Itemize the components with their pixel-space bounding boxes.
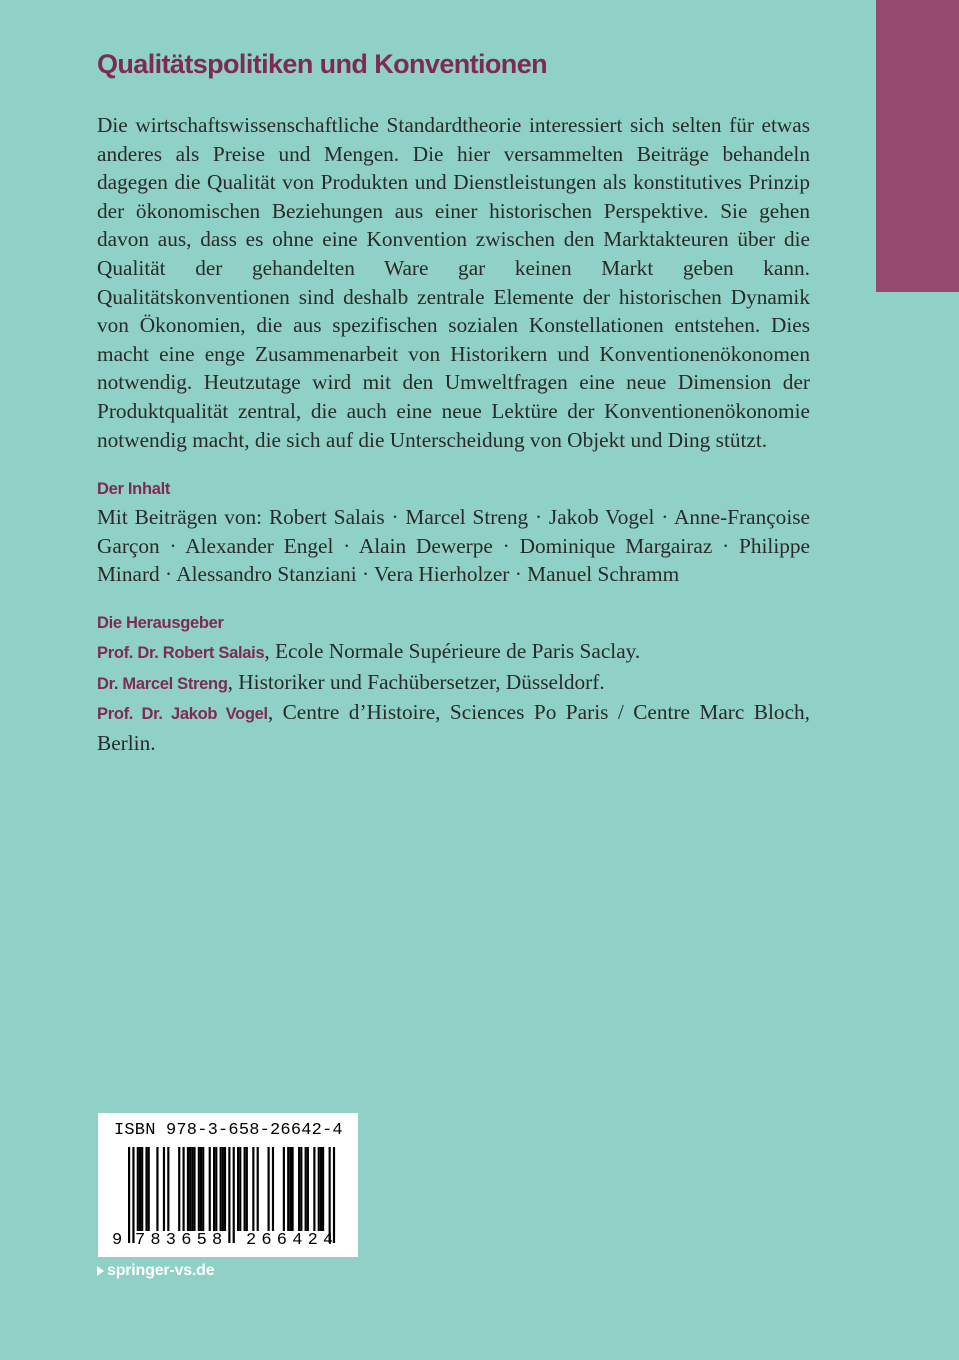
isbn-label: ISBN 978-3-658-26642-4 <box>114 1121 343 1140</box>
barcode-bar <box>187 1147 189 1231</box>
ean-first-digit: 9 <box>112 1231 123 1250</box>
barcode-bar <box>287 1147 289 1231</box>
barcode-bar <box>320 1147 322 1231</box>
barcode-bar <box>305 1147 307 1231</box>
barcode-bar <box>257 1147 259 1231</box>
barcode-bar <box>318 1147 320 1231</box>
barcode-bar <box>222 1147 224 1231</box>
barcode-bar <box>333 1147 335 1243</box>
barcode-bar <box>200 1147 202 1231</box>
barcode-bar <box>183 1147 185 1231</box>
barcode-bar <box>202 1147 204 1231</box>
barcode-bar <box>237 1147 239 1231</box>
barcode-bar <box>215 1147 217 1231</box>
barcode-bar <box>313 1147 315 1231</box>
isbn-barcode <box>98 1113 358 1257</box>
publisher-link[interactable] <box>97 1262 214 1280</box>
editor-name: Prof. Dr. Robert Salais <box>97 643 265 662</box>
barcode-bar <box>268 1147 270 1231</box>
barcode-bar <box>189 1147 191 1231</box>
barcode-bar <box>148 1147 150 1231</box>
barcode-bar <box>307 1147 309 1231</box>
inhalt-heading: Der Inhalt <box>97 480 171 499</box>
barcode-bar <box>298 1147 300 1231</box>
barcode-bar <box>246 1147 248 1231</box>
editor-name: Prof. Dr. Jakob Vogel <box>97 705 268 724</box>
barcode-bar <box>198 1147 200 1231</box>
barcode-bar <box>239 1147 241 1231</box>
barcode-bar <box>233 1147 235 1243</box>
barcode-bar <box>141 1147 143 1231</box>
book-title: Qualitätspolitiken und Konventionen <box>97 49 548 79</box>
editor-affiliation: , Historiker und Fachübersetzer, Düsseldorf. <box>227 669 605 694</box>
barcode-bar <box>128 1147 130 1243</box>
arrow-right-icon <box>97 1266 104 1276</box>
barcode-bar <box>289 1147 291 1231</box>
barcode-bar <box>156 1147 158 1231</box>
ean-left-digits: 783658 <box>135 1231 228 1250</box>
barcode-bar <box>139 1147 141 1231</box>
barcode-bar <box>228 1147 230 1243</box>
barcode-bar <box>300 1147 302 1231</box>
contributors-text: Mit Beiträgen von: Robert Salais · Marcel Streng · Jakob Vogel · Anne-Françoise Garçon · Alexander Engel · Alain Dewerpe · Dominique Margairaz · Philippe Minard · Alessandro Stanziani · Vera Hierholzer · Manuel Schramm <box>97 505 810 587</box>
barcode-bar <box>220 1147 222 1231</box>
barcode-bar <box>193 1147 195 1231</box>
barcode-bar <box>244 1147 246 1231</box>
herausgeber-heading: Die Herausgeber <box>97 613 224 632</box>
barcode-bar <box>145 1147 147 1231</box>
barcode-bar <box>213 1147 215 1231</box>
barcode-bar <box>292 1147 294 1231</box>
barcode-bar <box>283 1147 285 1231</box>
editor-affiliation: , Centre d’Histoire, Sciences Po Paris / Centre Marc Bloch, Berlin. <box>97 700 810 755</box>
publisher-url: springer-vs.de <box>107 1262 215 1279</box>
barcode-bar <box>191 1147 193 1231</box>
barcode-bar <box>137 1147 139 1231</box>
editor-affiliation: , Ecole Normale Supérieure de Paris Saclay. <box>264 638 641 663</box>
barcode-bar <box>322 1147 324 1231</box>
blurb-text: Die wirtschaftswissenschaftliche Standardtheorie interessiert sich selten für etwas anderes als Preise und Mengen. Die hier versammelten Beiträge behandeln dagegen die Qualität von Produkten und Dienstleistungen als konstitutives Prinzip der ökonomischen Beziehungen aus einer historischen Perspektive. Sie gehen davon aus, dass es ohne eine Konvention zwischen den Marktakteuren über die Qualität der gehandelten Ware gar keinen Markt geben kann. Qualitätskonventionen sind deshalb zentrale Elemente der historischen Dynamik von Ökonomien, die aus spezifischen sozialen Konstellationen entstehen. Dies macht eine enge Zusammenarbeit von Historikern und Konventionenökonomen notwendig. Heutzutage wird mit den Umweltfragen eine neue Dimension der Produktqualität zentral, die auch eine neue Lektüre der Konventionenökonomie notwendig macht, die sich auf die Unterscheidung von Objekt und Ding stützt. <box>97 113 810 452</box>
barcode-bar <box>209 1147 211 1231</box>
back-cover-content <box>97 44 810 757</box>
barcode-bar <box>329 1147 331 1243</box>
barcode-bar <box>178 1147 180 1231</box>
ean-right-digits: 266424 <box>246 1231 339 1250</box>
editor-entry <box>97 698 810 757</box>
accent-bar <box>876 0 959 292</box>
barcode-bar <box>132 1147 134 1243</box>
editor-entry <box>97 668 810 699</box>
editor-entry <box>97 637 810 668</box>
barcode-bar <box>272 1147 274 1231</box>
barcode-bar <box>252 1147 254 1231</box>
editor-name: Dr. Marcel Streng <box>97 674 228 693</box>
barcode-bar <box>167 1147 169 1231</box>
barcode-bar <box>224 1147 226 1231</box>
barcode-bar <box>163 1147 165 1231</box>
